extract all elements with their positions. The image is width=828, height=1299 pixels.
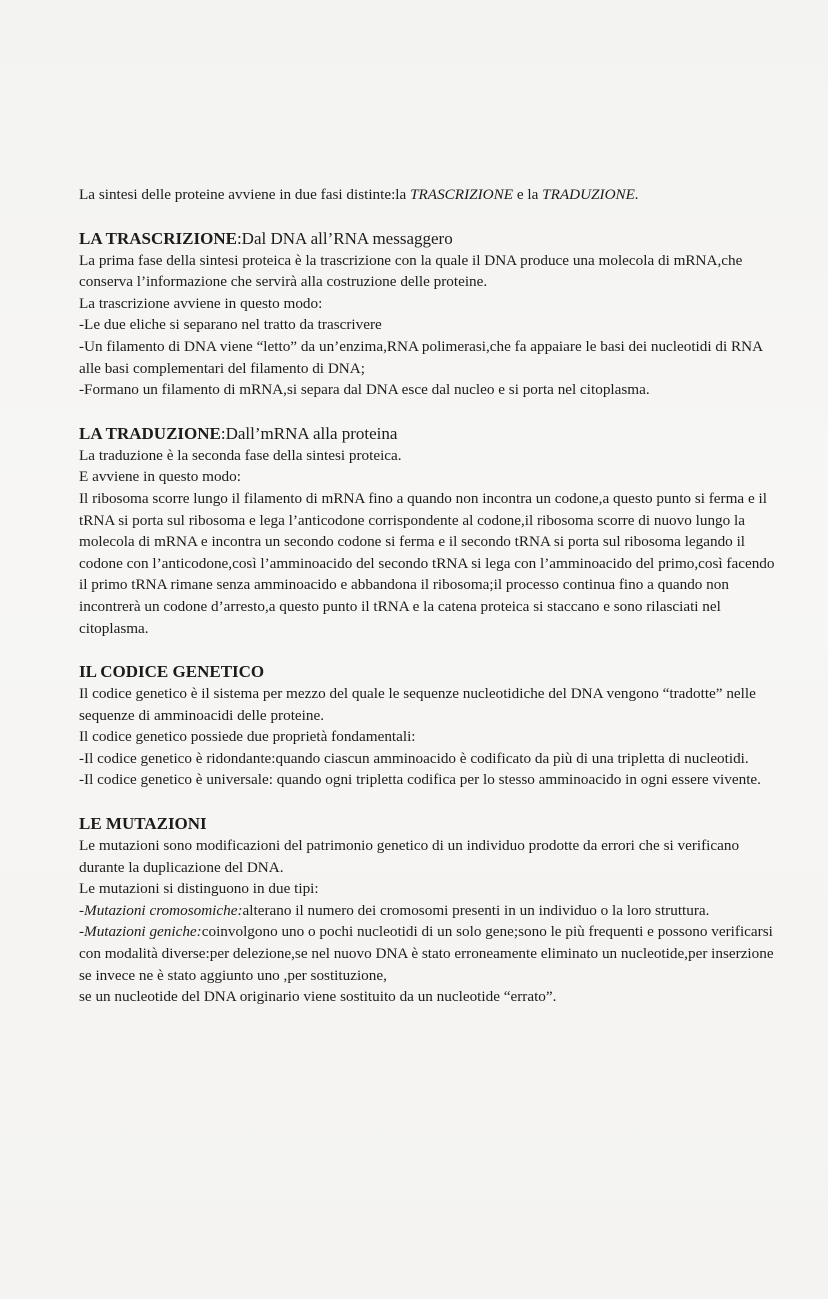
heading-traduzione-bold: LA TRADUZIONE (79, 423, 221, 443)
trascrizione-line: La trascrizione avviene in questo modo: (79, 294, 323, 312)
heading-mutazioni (79, 813, 779, 835)
heading-traduzione (79, 423, 779, 445)
mutazioni-line: Le mutazioni si distinguono in due tipi: (79, 880, 319, 898)
section-codice-genetico (79, 661, 779, 791)
mutazioni-item-geniche-text: coinvolgono uno o pochi nucleotidi di un solo gene;sono le più frequenti e possono verificarsi con modalità diverse:per delezione,se nel nuovo DNA è stato erroneamente eliminato un nucleotide,per inserzione se invece ne è stato aggiunto uno ,per sostituzione, (79, 923, 774, 984)
intro-paragraph (79, 184, 779, 206)
intro-term-traduzione: TRADUZIONE. (542, 186, 639, 203)
mutazioni-item-cromosomiche-label: -Mutazioni cromosomiche: (79, 901, 243, 919)
document-body (79, 184, 779, 1030)
intro-text: La sintesi delle proteine avviene in due fasi distinte:la (79, 186, 411, 203)
heading-codice-genetico-bold: IL CODICE GENETICO (79, 662, 265, 682)
traduzione-line: La traduzione è la seconda fase della sintesi proteica. (79, 446, 402, 464)
mutazioni-item-cromosomiche-text: alterano il numero dei cromosomi presenti in un individuo o la loro struttura. (242, 901, 710, 919)
codice-line: Il codice genetico è il sistema per mezzo del quale le sequenze nucleotidiche del DNA vengono “tradotte” nelle sequenze di amminoacidi delle proteine. (79, 685, 756, 724)
section-mutazioni (79, 813, 779, 1008)
mutazioni-item-geniche-label: -Mutazioni geniche: (79, 923, 202, 941)
heading-codice-genetico (79, 661, 779, 683)
trascrizione-line: -Un filamento di DNA viene “letto” da un’enzima,RNA polimerasi,che fa appaiare le basi dei nucleotidi di RNA alle basi complementari del filamento di DNA; (79, 337, 763, 377)
heading-trascrizione (79, 228, 779, 250)
traduzione-line: Il ribosoma scorre lungo il filamento di mRNA fino a quando non incontra un codone,a questo punto si ferma e il tRNA si porta sul ribosoma e lega l’anticodone corrispondente al codone,il ribosoma scorre di nuovo lungo la molecola di mRNA e incontra un secondo codone si ferma e il secondo tRNA si porta sul ribosoma legando il codone con l’anticodone,così l’amminoacido del secondo tRNA si lega con l’amminoacido del primo,così facendo il primo tRNA rimane senza amminoacido e abbandona il ribosoma;il processo continua fino a quando non incontrerà un codone d’arresto,a questo punto il tRNA e la catena proteica si staccano e sono rilasciati nel citoplasma. (79, 489, 775, 637)
intro-connector: e la (513, 186, 543, 203)
codice-line: Il codice genetico possiede due proprietà fondamentali: (79, 728, 416, 746)
mutazioni-item-cromosomiche (79, 900, 779, 922)
heading-trascrizione-subtitle: :Dal DNA all’RNA messaggero (236, 228, 453, 248)
mutazioni-item-geniche-tail: se un nucleotide del DNA originario viene sostituito da un nucleotide “errato”. (79, 988, 557, 1006)
section-trascrizione (79, 228, 779, 401)
codice-line: -Il codice genetico è universale: quando ogni tripletta codifica per lo stesso amminoacido in ogni essere vivente. (79, 771, 761, 789)
mutazioni-item-geniche (79, 921, 779, 986)
trascrizione-line: -Formano un filamento di mRNA,si separa dal DNA esce dal nucleo e si porta nel citoplasma. (79, 381, 650, 399)
mutazioni-line: Le mutazioni sono modificazioni del patrimonio genetico di un individuo prodotte da errori che si verificano durante la duplicazione del DNA. (79, 837, 740, 876)
heading-traduzione-subtitle: :Dall’mRNA alla proteina (220, 423, 398, 443)
trascrizione-line: La prima fase della sintesi proteica è la trascrizione con la quale il DNA produce una molecola di mRNA,che conserva l’informazione che servirà alla costruzione delle proteine. (79, 251, 743, 291)
trascrizione-line: -Le due eliche si separano nel tratto da trascrivere (79, 316, 382, 334)
traduzione-line: E avviene in questo modo: (79, 468, 241, 486)
intro-term-trascrizione: TRASCRIZIONE (410, 186, 514, 203)
section-traduzione (79, 423, 779, 639)
codice-line: -Il codice genetico è ridondante:quando ciascun amminoacido è codificato da più di una tripletta di nucleotidi. (79, 749, 749, 767)
heading-mutazioni-bold: LE MUTAZIONI (79, 814, 207, 834)
heading-trascrizione-bold: LA TRASCRIZIONE (79, 228, 237, 248)
